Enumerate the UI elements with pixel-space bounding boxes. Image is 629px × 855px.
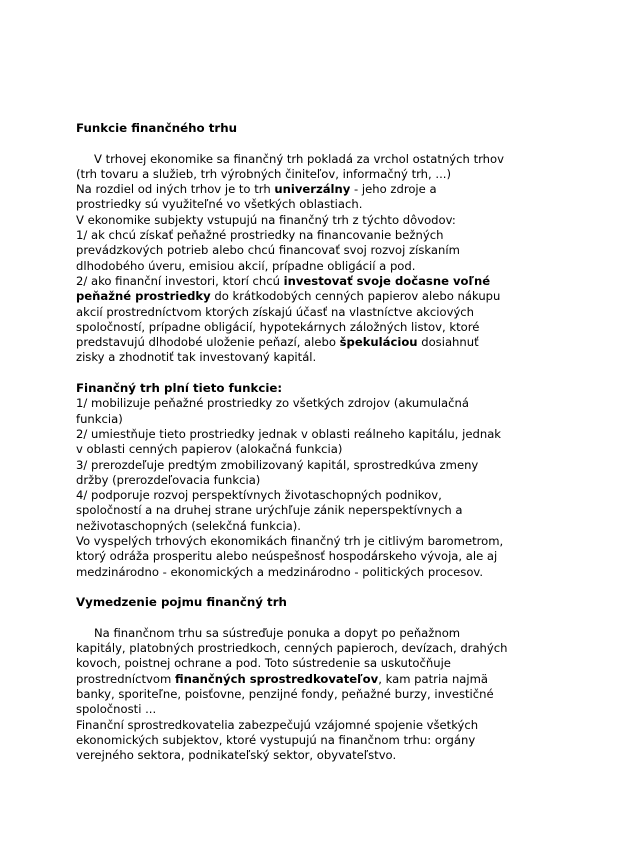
text-line: akcií prostredníctvom ktorých získajú účasť na vlastníctve akciových bbox=[76, 304, 475, 319]
text-line: V trhovej ekonomike sa finančný trh pokladá za vrchol ostatných trhov bbox=[94, 151, 504, 166]
text-line bbox=[76, 274, 566, 289]
text-line: ekonomických subjektov, ktoré vystupujú na finančnom trhu: orgány bbox=[76, 732, 476, 747]
text-line: prostriedky sú využiteľné vo všetkých oblastiach. bbox=[76, 197, 363, 212]
text-line: 2/ umiestňuje tieto prostriedky jednak v oblasti reálneho kapitálu, jednak bbox=[76, 426, 502, 441]
text-run: 2/ ako finanční investori, ktorí chcú bbox=[76, 273, 284, 288]
text-run: predstavujú dlhodobé uloženie peňazí, alebo bbox=[76, 335, 340, 350]
text-line: verejného sektora, podnikateľský sektor, obyvateľstvo. bbox=[76, 748, 397, 763]
text-run: prostredníctvom bbox=[76, 671, 175, 686]
text-line: prevádzkových potrieb alebo chcú financovať svoj rozvoj získaním bbox=[76, 243, 460, 258]
text-line bbox=[76, 672, 566, 687]
spacer bbox=[76, 580, 566, 595]
section-heading-definition: Vymedzenie pojmu finančný trh bbox=[76, 595, 287, 610]
bold-term-invest: investovať svoje dočasne voľné bbox=[283, 273, 491, 288]
text-run: dosiahnuť bbox=[417, 335, 479, 350]
text-line: kovoch, poistnej ochrane a pod. Toto sústredenie sa uskutočňuje bbox=[76, 656, 451, 671]
section-heading-functions: Funkcie finančného trhu bbox=[76, 121, 238, 135]
text-line: Finanční sprostredkovatelia zabezpečujú vzájomné spojenie všetkých bbox=[76, 717, 479, 732]
text-run: do krátkodobých cenných papierov alebo nákupu bbox=[210, 289, 501, 304]
text-line: zisky a zhodnotiť tak investovaný kapitál. bbox=[76, 350, 317, 365]
spacer bbox=[76, 136, 566, 151]
text-run: , kam patria najmä bbox=[378, 671, 489, 686]
text-line: V ekonomike subjekty vstupujú na finančný trh z týchto dôvodov: bbox=[76, 212, 456, 227]
text-line: spoločnosti ... bbox=[76, 702, 157, 717]
bold-term-intermediaries: finančných sprostredkovateľov bbox=[174, 671, 379, 686]
text-line: 3/ prerozdeľuje predtým zmobilizovaný kapitál, sprostredkúva zmeny bbox=[76, 457, 479, 472]
text-line: (trh tovaru a služieb, trh výrobných činiteľov, informačný trh, ...) bbox=[76, 166, 451, 181]
text-line: Na finančnom trhu sa sústreďuje ponuka a dopyt po peňažnom bbox=[94, 625, 461, 640]
paragraph-functions-list bbox=[76, 396, 566, 580]
text-line: neživotaschopných (selekčná funkcia). bbox=[76, 518, 301, 533]
document-page bbox=[76, 121, 566, 763]
text-line: medzinárodno - ekonomických a medzinárodno - politických procesov. bbox=[76, 564, 484, 579]
text-line: 4/ podporuje rozvoj perspektívnych životaschopných podnikov, bbox=[76, 488, 442, 503]
text-line: dlhodobého úveru, emisiou akcií, prípadne obligácií a pod. bbox=[76, 258, 416, 273]
text-line: 1/ ak chcú získať peňažné prostriedky na financovanie bežných bbox=[76, 228, 444, 243]
spacer bbox=[76, 366, 566, 381]
text-run: - jeho zdroje a bbox=[350, 182, 437, 197]
text-line bbox=[76, 335, 566, 350]
text-line: kapitály, platobných prostriedkoch, cenných papieroch, devízach, drahých bbox=[76, 641, 508, 656]
paragraph-financial-market-role bbox=[76, 152, 566, 366]
text-line: banky, sporiteľne, poisťovne, penzijné fondy, peňažné burzy, investičné bbox=[76, 686, 494, 701]
text-line: v oblasti cenných papierov (alokačná funkcia) bbox=[76, 442, 343, 457]
text-line bbox=[76, 182, 566, 197]
text-line: spoločností a na druhej strane urýchľuje zánik neperspektívnych a bbox=[76, 503, 463, 518]
text-run: Na rozdiel od iných trhov je to trh bbox=[76, 182, 275, 197]
bold-term-universal: univerzálny bbox=[274, 182, 351, 197]
text-line: spoločností, prípadne obligácií, hypotekárnych záložných listov, ktoré bbox=[76, 319, 480, 334]
text-line: držby (prerozdeľovacia funkcia) bbox=[76, 472, 261, 487]
spacer bbox=[76, 611, 566, 626]
text-line: 1/ mobilizuje peňažné prostriedky zo všetkých zdrojov (akumulačná bbox=[76, 396, 469, 411]
text-line: funkcia) bbox=[76, 411, 123, 426]
text-line bbox=[76, 289, 566, 304]
text-line: Vo vyspelých trhových ekonomikách finančný trh je citlivým barometrom, bbox=[76, 534, 504, 549]
text-line: ktorý odráža prosperitu alebo neúspešnosť hospodárskeho vývoja, ale aj bbox=[76, 549, 498, 564]
paragraph-definition bbox=[76, 626, 566, 764]
bold-term-speculation: špekuláciou bbox=[339, 335, 418, 350]
bold-term-funds: peňažné prostriedky bbox=[76, 289, 211, 304]
section-heading-market-functions: Finančný trh plní tieto funkcie: bbox=[76, 381, 283, 396]
